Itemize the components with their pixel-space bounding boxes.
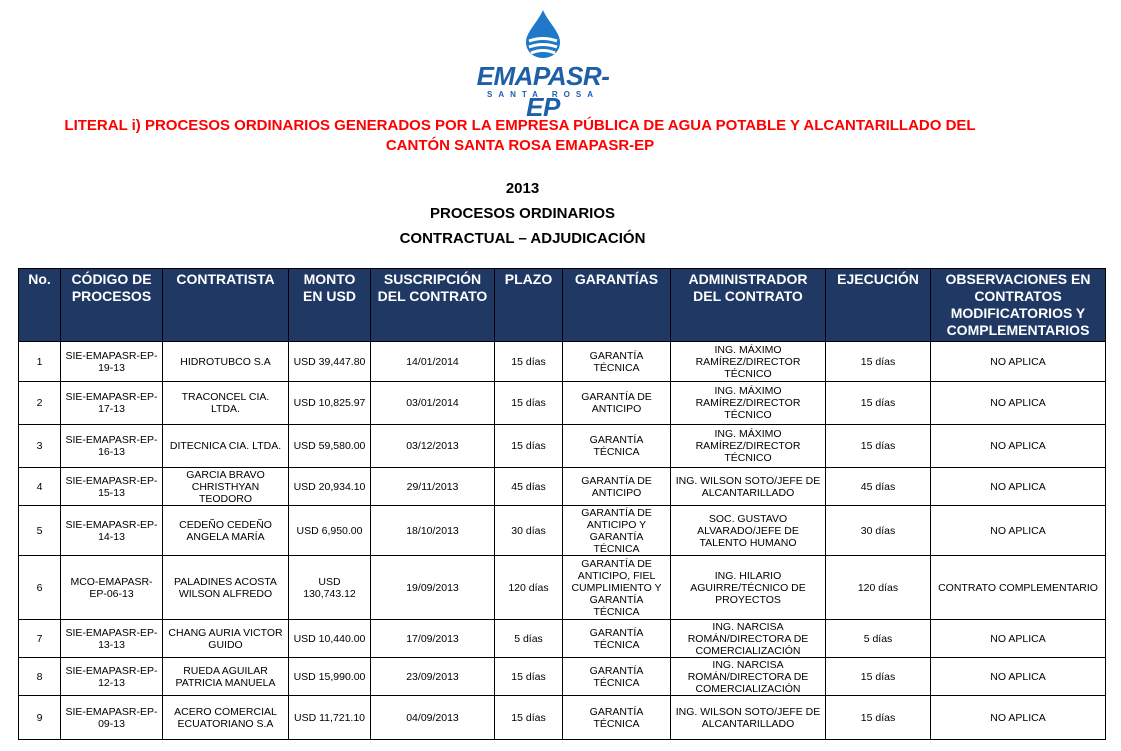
table-cell: 15 días — [495, 696, 563, 740]
logo-subtitle: SANTA ROSA — [487, 90, 599, 99]
table-cell: SIE-EMAPASR-EP-13-13 — [61, 620, 163, 658]
subtitle-procesos: PROCESOS ORDINARIOS — [429, 205, 616, 222]
table-cell: 19/09/2013 — [371, 556, 495, 620]
table-cell: GARANTÍA TÉCNICA — [563, 425, 671, 468]
table-cell: 8 — [19, 658, 61, 696]
table-cell: USD 6,950.00 — [289, 506, 371, 556]
table-cell: 5 — [19, 506, 61, 556]
table-cell: ING. NARCISA ROMÁN/DIRECTORA DE COMERCIALIZACIÓN — [671, 658, 826, 696]
column-header: MONTO EN USD — [289, 269, 371, 342]
table-header-row — [19, 269, 1106, 342]
table-cell: 120 días — [495, 556, 563, 620]
table-cell: NO APLICA — [931, 696, 1106, 740]
table-cell: 14/01/2014 — [371, 342, 495, 382]
table-cell: CONTRATO COMPLEMENTARIO — [931, 556, 1106, 620]
table-cell: 15 días — [495, 658, 563, 696]
table-cell: USD 11,721.10 — [289, 696, 371, 740]
table-cell: ING. WILSON SOTO/JEFE DE ALCANTARILLADO — [671, 696, 826, 740]
table-cell: SIE-EMAPASR-EP-09-13 — [61, 696, 163, 740]
table-row — [19, 425, 1106, 468]
table-cell: 15 días — [826, 696, 931, 740]
table-cell: NO APLICA — [931, 342, 1106, 382]
table-cell: MCO-EMAPASR-EP-06-13 — [61, 556, 163, 620]
table-cell: ING. MÁXIMO RAMÍREZ/DIRECTOR TÉCNICO — [671, 425, 826, 468]
table-cell: 29/11/2013 — [371, 468, 495, 506]
table-cell: 15 días — [826, 382, 931, 425]
table-cell: 2 — [19, 382, 61, 425]
literal-line-1: LITERAL i) PROCESOS ORDINARIOS GENERADOS POR LA EMPRESA PÚBLICA DE AGUA POTABLE Y ALCANTARILLADO DEL — [64, 117, 976, 134]
table-cell: 15 días — [826, 425, 931, 468]
column-header: PLAZO — [495, 269, 563, 342]
table-cell: 03/12/2013 — [371, 425, 495, 468]
table-cell: 7 — [19, 620, 61, 658]
table-cell: GARANTÍA DE ANTICIPO — [563, 468, 671, 506]
table-cell: USD 59,580.00 — [289, 425, 371, 468]
table-cell: SIE-EMAPASR-EP-14-13 — [61, 506, 163, 556]
table-cell: 4 — [19, 468, 61, 506]
table-cell: SIE-EMAPASR-EP-15-13 — [61, 468, 163, 506]
table-cell: CHANG AURIA VICTOR GUIDO — [163, 620, 289, 658]
table-cell: 3 — [19, 425, 61, 468]
column-header: OBSERVACIONES EN CONTRATOS MODIFICATORIOS Y COMPLEMENTARIOS — [931, 269, 1106, 342]
table-cell: GARANTÍA TÉCNICA — [563, 620, 671, 658]
contracts-table — [18, 268, 1106, 740]
table-cell: 9 — [19, 696, 61, 740]
table-cell: 18/10/2013 — [371, 506, 495, 556]
table-cell: 15 días — [826, 342, 931, 382]
table-cell: 17/09/2013 — [371, 620, 495, 658]
column-header: GARANTÍAS — [563, 269, 671, 342]
logo-text: EMAPASR-EP — [476, 61, 610, 122]
table-cell: ING. MÁXIMO RAMÍREZ/DIRECTOR TÉCNICO — [671, 342, 826, 382]
table-cell: NO APLICA — [931, 468, 1106, 506]
column-header: SUSCRIPCIÓN DEL CONTRATO — [371, 269, 495, 342]
table-cell: ING. NARCISA ROMÁN/DIRECTORA DE COMERCIALIZACIÓN — [671, 620, 826, 658]
table-cell: ING. WILSON SOTO/JEFE DE ALCANTARILLADO — [671, 468, 826, 506]
column-header: EJECUCIÓN — [826, 269, 931, 342]
table-cell: 5 días — [826, 620, 931, 658]
table-row — [19, 658, 1106, 696]
table-cell: NO APLICA — [931, 658, 1106, 696]
table-cell: SIE-EMAPASR-EP-19-13 — [61, 342, 163, 382]
subtitle-contractual: CONTRACTUAL – ADJUDICACIÓN — [399, 230, 646, 247]
table-cell: NO APLICA — [931, 382, 1106, 425]
table-row — [19, 506, 1106, 556]
table-cell: 45 días — [495, 468, 563, 506]
table-cell: USD 39,447.80 — [289, 342, 371, 382]
year-heading: 2013 — [505, 180, 540, 197]
literal-title — [20, 116, 1020, 156]
table-cell: 6 — [19, 556, 61, 620]
table-cell: 04/09/2013 — [371, 696, 495, 740]
table-cell: NO APLICA — [931, 425, 1106, 468]
table-cell: CEDEÑO CEDEÑO ANGELA MARÍA — [163, 506, 289, 556]
table-row — [19, 468, 1106, 506]
table-cell: USD 15,990.00 — [289, 658, 371, 696]
table-cell: 15 días — [495, 425, 563, 468]
table-cell: 15 días — [495, 342, 563, 382]
table-cell: 03/01/2014 — [371, 382, 495, 425]
literal-line-2: CANTÓN SANTA ROSA EMAPASR-EP — [385, 137, 655, 154]
table-cell: 1 — [19, 342, 61, 382]
table-cell: RUEDA AGUILAR PATRICIA MANUELA — [163, 658, 289, 696]
table-cell: 45 días — [826, 468, 931, 506]
table-cell: SOC. GUSTAVO ALVARADO/JEFE DE TALENTO HUMANO — [671, 506, 826, 556]
table-cell: GARANTÍA TÉCNICA — [563, 342, 671, 382]
water-drop-icon — [518, 8, 568, 60]
table-cell: NO APLICA — [931, 506, 1106, 556]
table-row — [19, 382, 1106, 425]
table-cell: PALADINES ACOSTA WILSON ALFREDO — [163, 556, 289, 620]
table-cell: DITECNICA CIA. LTDA. — [163, 425, 289, 468]
column-header: CONTRATISTA — [163, 269, 289, 342]
table-cell: GARANTÍA DE ANTICIPO Y GARANTÍA TÉCNICA — [563, 506, 671, 556]
table-cell: USD 20,934.10 — [289, 468, 371, 506]
emapasr-logo — [463, 8, 623, 122]
table-cell: USD 130,743.12 — [289, 556, 371, 620]
table-row — [19, 620, 1106, 658]
table-cell: ACERO COMERCIAL ECUATORIANO S.A — [163, 696, 289, 740]
table-cell: USD 10,825.97 — [289, 382, 371, 425]
table-cell: TRACONCEL CIA. LTDA. — [163, 382, 289, 425]
table-cell: GARANTÍA DE ANTICIPO, FIEL CUMPLIMIENTO Y GARANTÍA TÉCNICA — [563, 556, 671, 620]
table-cell: 15 días — [495, 382, 563, 425]
table-row — [19, 696, 1106, 740]
table-cell: GARANTÍA TÉCNICA — [563, 696, 671, 740]
table-cell: GARANTÍA DE ANTICIPO — [563, 382, 671, 425]
table-cell: 120 días — [826, 556, 931, 620]
table-cell: GARCIA BRAVO CHRISTHYAN TEODORO — [163, 468, 289, 506]
table-cell: ING. HILARIO AGUIRRE/TÉCNICO DE PROYECTOS — [671, 556, 826, 620]
table-cell: SIE-EMAPASR-EP-17-13 — [61, 382, 163, 425]
table-cell: NO APLICA — [931, 620, 1106, 658]
table-cell: 23/09/2013 — [371, 658, 495, 696]
table-cell: GARANTÍA TÉCNICA — [563, 658, 671, 696]
table-row — [19, 342, 1106, 382]
table-cell: HIDROTUBCO S.A — [163, 342, 289, 382]
table-cell: 30 días — [495, 506, 563, 556]
table-cell: ING. MÁXIMO RAMÍREZ/DIRECTOR TÉCNICO — [671, 382, 826, 425]
column-header: ADMINISTRADOR DEL CONTRATO — [671, 269, 826, 342]
table-row — [19, 556, 1106, 620]
column-header: No. — [19, 269, 61, 342]
column-header: CÓDIGO DE PROCESOS — [61, 269, 163, 342]
table-cell: 30 días — [826, 506, 931, 556]
table-cell: SIE-EMAPASR-EP-12-13 — [61, 658, 163, 696]
table-cell: SIE-EMAPASR-EP-16-13 — [61, 425, 163, 468]
table-cell: USD 10,440.00 — [289, 620, 371, 658]
table-cell: 5 días — [495, 620, 563, 658]
table-cell: 15 días — [826, 658, 931, 696]
